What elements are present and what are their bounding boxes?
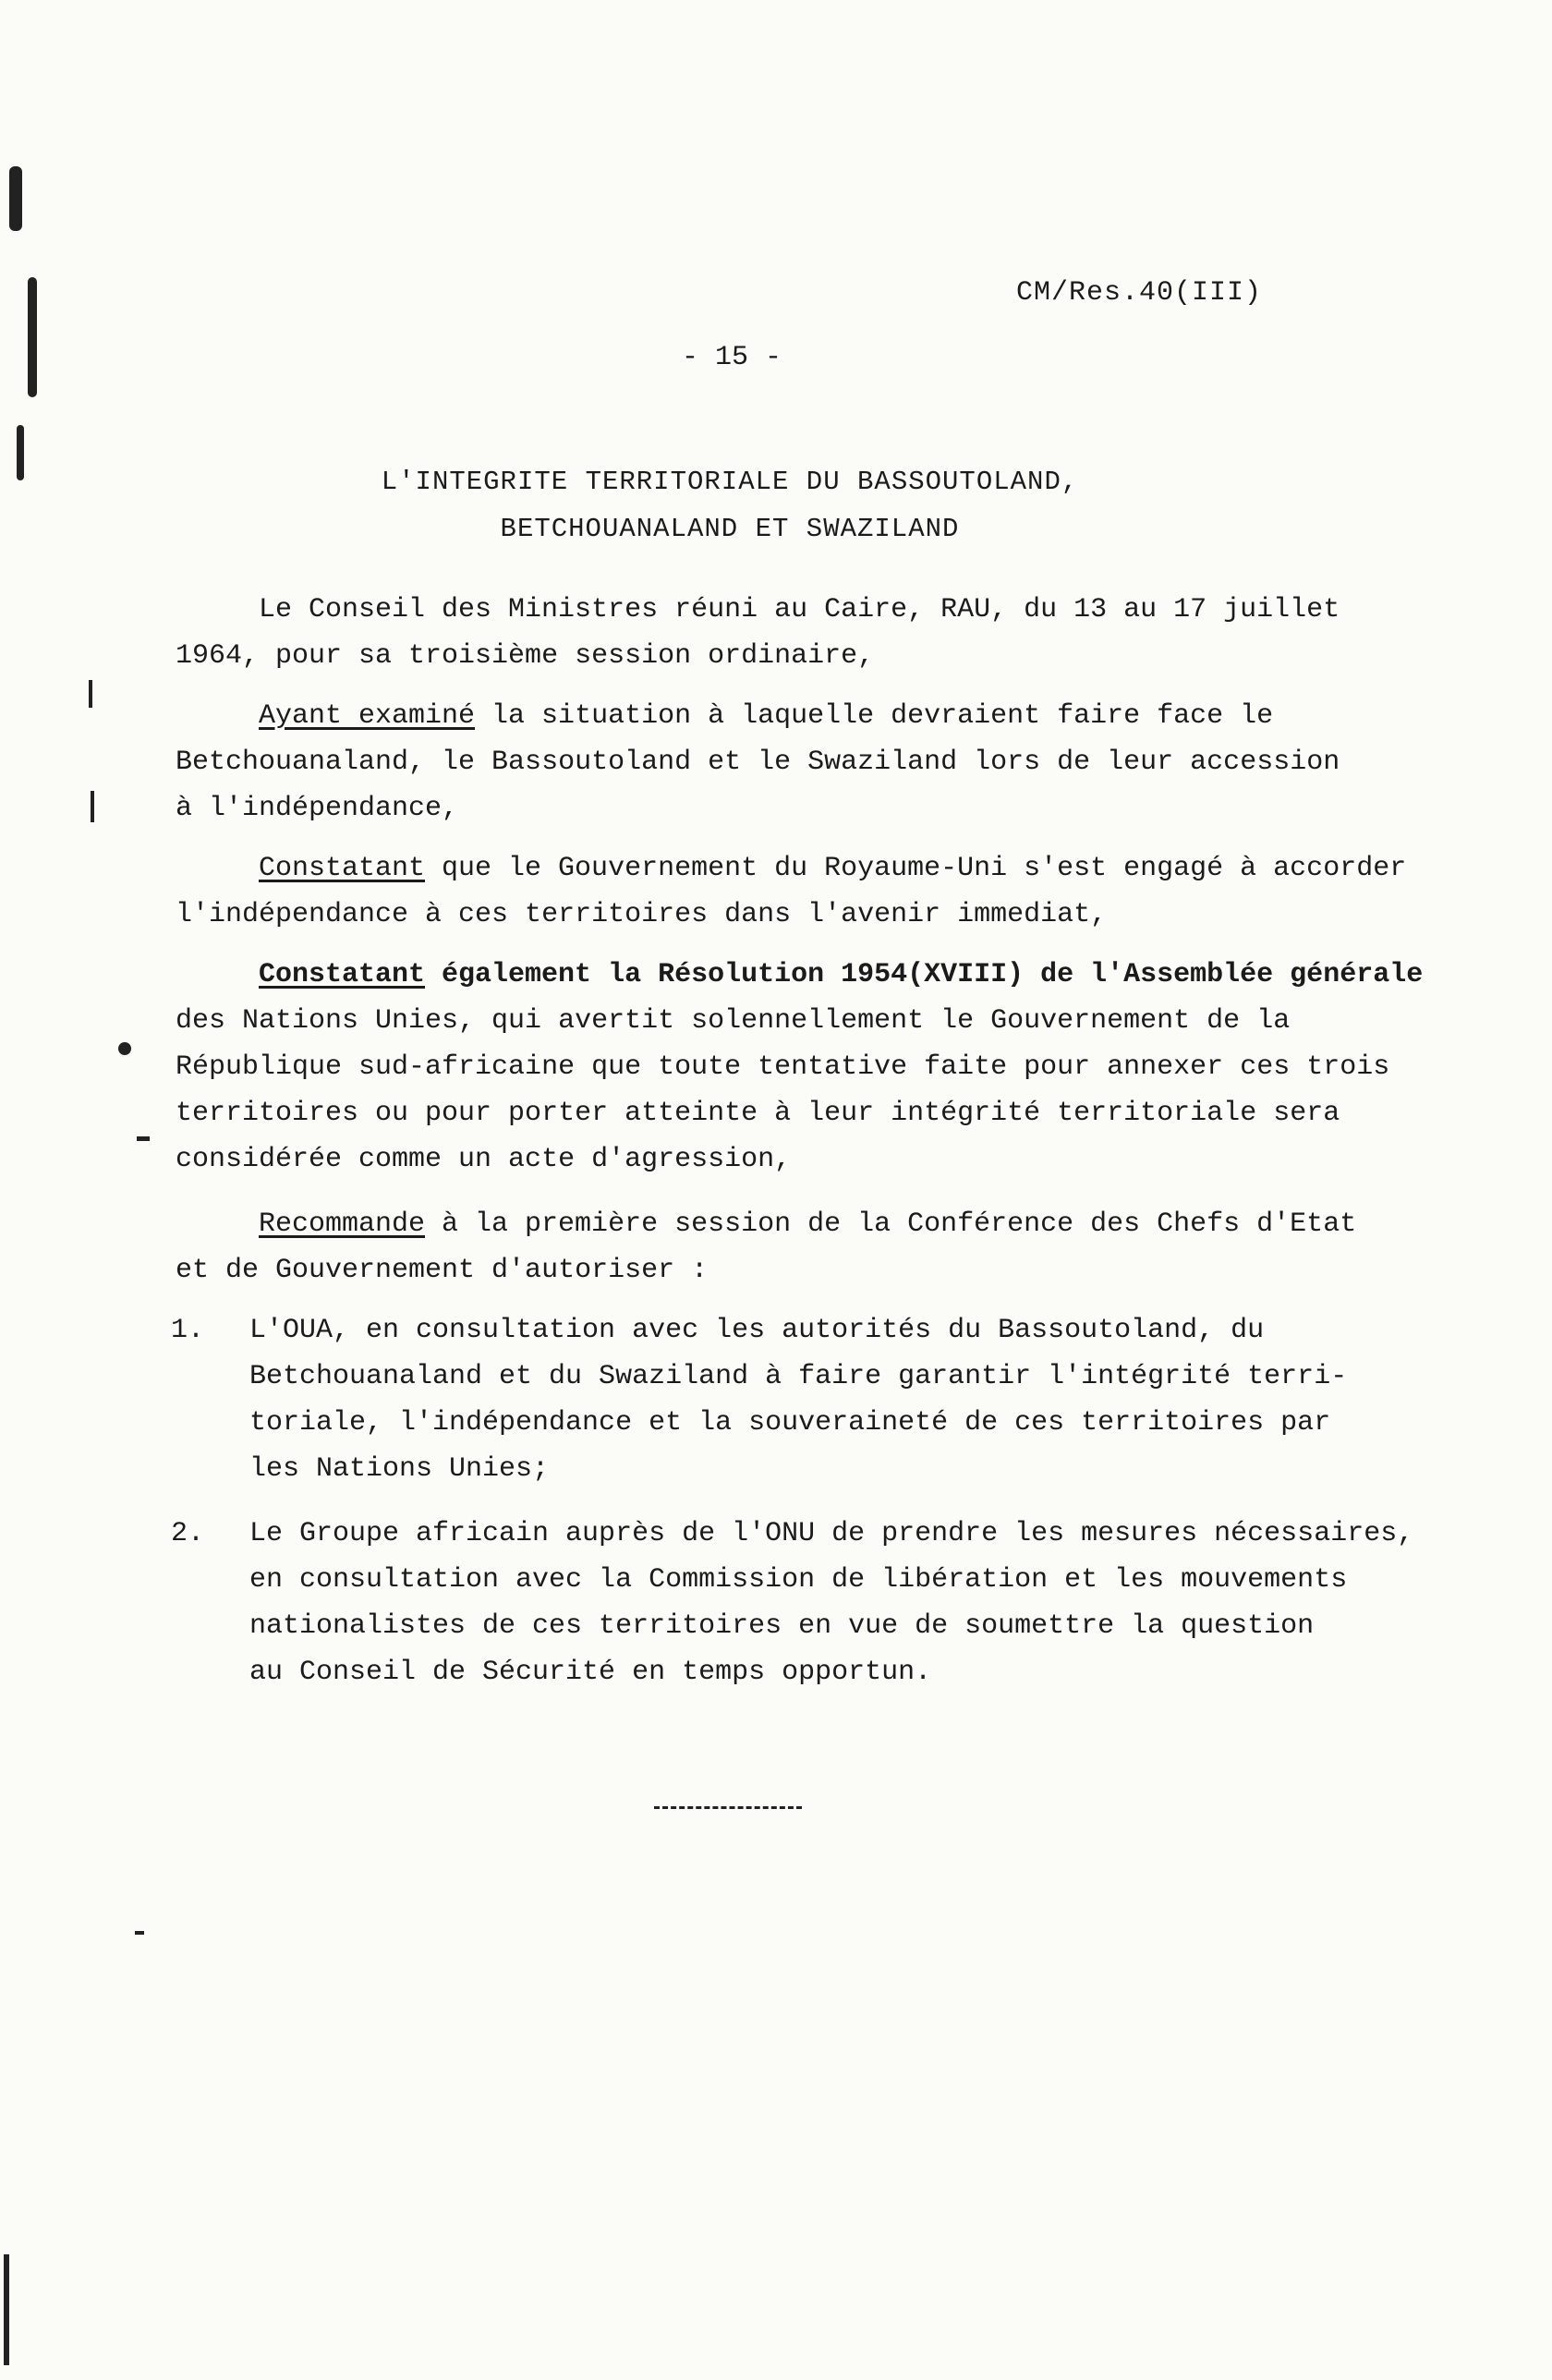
paragraph-line bbox=[176, 693, 1413, 739]
resolution-title-line-2: BETCHOUANALAND ET SWAZILAND bbox=[500, 514, 960, 544]
item-line: en consultation avec la Commission de libération et les mouvements bbox=[249, 1564, 1348, 1596]
scan-speck bbox=[135, 1931, 144, 1935]
item-line: toriale, l'indépendance et la souveraineté de ces territoires par bbox=[249, 1407, 1331, 1439]
closing-dashed-rule bbox=[654, 1806, 802, 1809]
item-line: nationalistes de ces territoires en vue de soumettre la question bbox=[249, 1610, 1315, 1642]
scan-speck bbox=[91, 791, 94, 822]
item-line: L'OUA, en consultation avec les autorités du Bassoutoland, du bbox=[249, 1315, 1265, 1346]
operative-keyword: Constatant bbox=[259, 853, 426, 884]
item-body bbox=[249, 1307, 1413, 1492]
preamble-paragraph-4 bbox=[176, 952, 1424, 1183]
item-number: 1. bbox=[171, 1315, 205, 1346]
scan-speck bbox=[4, 2254, 9, 2365]
paragraph-line bbox=[176, 952, 1424, 998]
item-line: Betchouanaland et du Swaziland à faire garantir l'intégrité terri- bbox=[249, 1361, 1348, 1392]
item-line: Le Groupe africain auprès de l'ONU de prendre les mesures nécessaires, bbox=[249, 1518, 1414, 1549]
paragraph-line: et de Gouvernement d'autoriser : bbox=[176, 1255, 709, 1286]
scan-speck bbox=[118, 1042, 131, 1055]
paragraph-line bbox=[176, 845, 1413, 892]
paragraph-line-rest: la situation à laquelle devraient faire face le bbox=[475, 700, 1274, 732]
paragraph-line: 1964, pour sa troisième session ordinaire, bbox=[176, 640, 875, 672]
scan-speck bbox=[137, 1136, 150, 1141]
preamble-paragraph-5 bbox=[176, 1201, 1413, 1293]
item-number: 2. bbox=[171, 1518, 205, 1549]
paragraph-line: Le Conseil des Ministres réuni au Caire, RAU, du 13 au 17 juillet bbox=[259, 594, 1340, 625]
operative-keyword: Recommande bbox=[259, 1208, 426, 1240]
paragraph-line: des Nations Unies, qui avertit solennellement le Gouvernement de la bbox=[176, 1005, 1291, 1037]
paragraph-line-rest: également la Résolution 1954(XVIII) de l'Assemblée générale bbox=[425, 959, 1424, 990]
paragraph-line: considérée comme un acte d'agression, bbox=[176, 1144, 792, 1175]
item-line: les Nations Unies; bbox=[249, 1453, 550, 1485]
paragraph-line-rest: que le Gouvernement du Royaume-Uni s'est engagé à accorder bbox=[425, 853, 1407, 884]
paragraph-line: République sud-africaine que toute tentative faite pour annexer ces trois bbox=[176, 1051, 1390, 1083]
paragraph-line: l'indépendance à ces territoires dans l'avenir immediat, bbox=[176, 899, 1108, 930]
item-line: au Conseil de Sécurité en temps opportun. bbox=[249, 1657, 932, 1688]
preamble-paragraph-1 bbox=[176, 587, 1413, 679]
page-number: - 15 - bbox=[682, 342, 782, 373]
document-reference: CM/Res.40(III) bbox=[1016, 277, 1263, 309]
paragraph-line bbox=[176, 1201, 1413, 1247]
operative-keyword: Ayant examiné bbox=[259, 700, 476, 732]
item-body bbox=[249, 1511, 1413, 1695]
paragraph-line: territoires ou pour porter atteinte à leur intégrité territoriale sera bbox=[176, 1098, 1340, 1129]
paragraph-line: Betchouanaland, le Bassoutoland et le Swaziland lors de leur accession bbox=[176, 747, 1340, 778]
paragraph-line: à l'indépendance, bbox=[176, 793, 459, 824]
scan-speck bbox=[89, 680, 92, 708]
resolution-title-line-1: L'INTEGRITE TERRITORIALE DU BASSOUTOLAND, bbox=[381, 467, 1079, 497]
scan-speck bbox=[28, 277, 37, 397]
preamble-paragraph-3 bbox=[176, 845, 1413, 938]
paragraph-line-rest: à la première session de la Conférence des Chefs d'Etat bbox=[425, 1208, 1357, 1240]
operative-keyword: Constatant bbox=[259, 959, 426, 990]
preamble-paragraph-2 bbox=[176, 693, 1413, 832]
scan-speck bbox=[9, 166, 22, 231]
